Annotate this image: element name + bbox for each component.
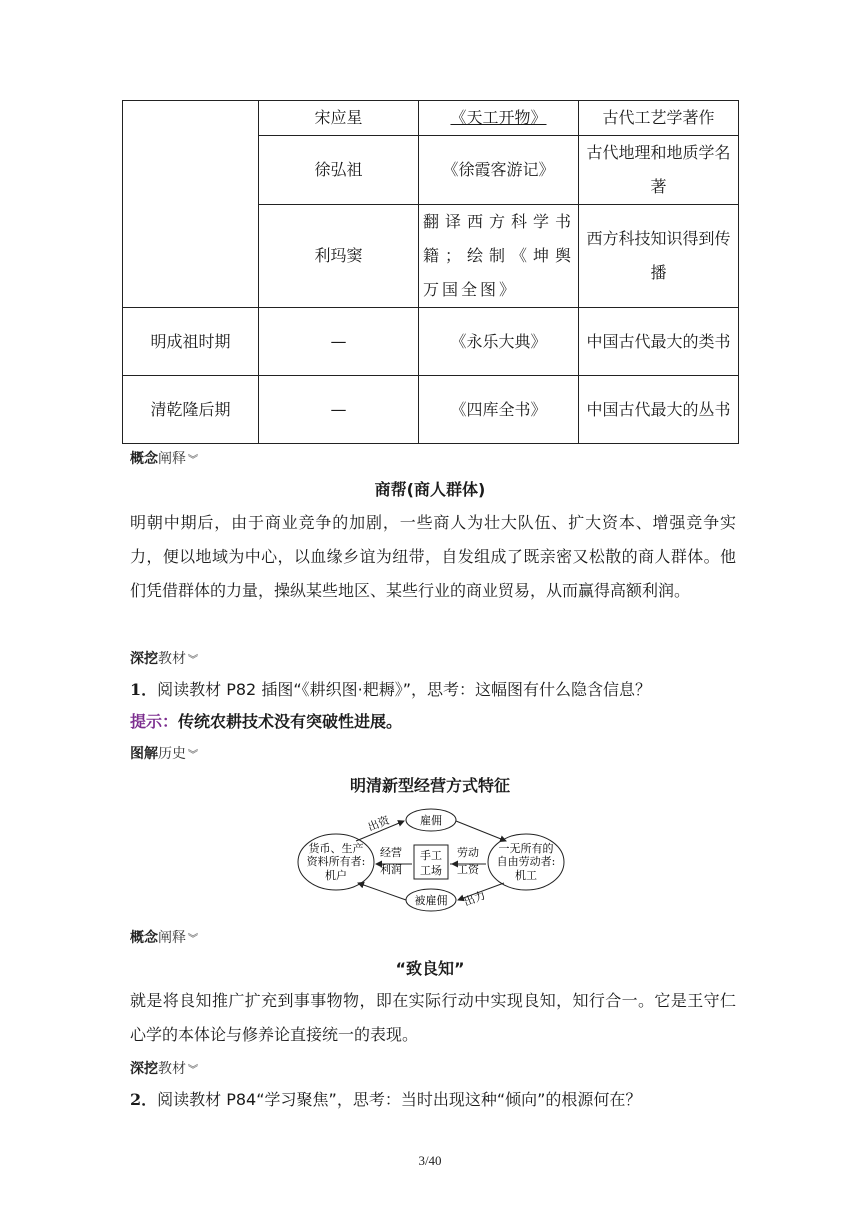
table-cell-significance: 中国古代最大的类书 xyxy=(579,308,739,376)
section-label-concept: 概念阐释 ︾ xyxy=(130,451,198,467)
arrow-hire xyxy=(456,821,506,841)
chevron-down-icon: ︾ xyxy=(188,1065,198,1076)
section-label-concept: 概念阐释 ︾ xyxy=(130,930,198,946)
hire-node-label: 雇佣 xyxy=(420,814,442,827)
invest-label: 出资 xyxy=(366,813,392,834)
question-number: 2． xyxy=(130,1090,158,1109)
table-cell-period: 明成祖时期 xyxy=(123,308,259,376)
work-title-link: 《天工开物》 xyxy=(450,108,547,127)
concept-paragraph: 明朝中期后，由于商业竞争的加剧，一些商人为壮大队伍、扩大资本、增强竞争实力，便以地域为中心，以血缘乡谊为纽带，自发组成了既亲密又松散的商人群体。他们凭借群体的力量，操纵某些地区、某些行业的商业贸易，从而赢得高额利润。 xyxy=(130,513,736,600)
table-cell-person: — xyxy=(259,308,419,376)
wage-label: 工资 xyxy=(457,863,479,876)
page-number: 3/40 xyxy=(418,1153,442,1168)
worker-node-line: 自由劳动者: xyxy=(496,855,556,868)
table-cell-work: 《四库全书》 xyxy=(419,376,579,444)
chevron-down-icon: ︾ xyxy=(188,455,198,466)
chevron-down-icon: ︾ xyxy=(188,934,198,945)
workshop-label: 工场 xyxy=(420,864,442,877)
table-cell-person: — xyxy=(259,376,419,444)
science-works-table xyxy=(122,100,739,444)
worker-node-line: 机工 xyxy=(515,869,537,882)
section-label-diagram: 图解历史 ︾ xyxy=(130,746,198,762)
hint-text: 传统农耕技术没有突破性进展。 xyxy=(178,712,403,731)
table-cell-period: 清乾隆后期 xyxy=(123,376,259,444)
table-cell-significance: 古代地理和地质学名著 xyxy=(579,136,739,205)
table-cell-period xyxy=(123,101,259,308)
worker-node-line: 一无所有的 xyxy=(498,842,554,855)
hint-label: 提示： xyxy=(130,712,179,731)
question-1 xyxy=(130,677,736,700)
table-cell-work xyxy=(419,101,579,136)
section-label-deep-dive: 深挖教材 ︾ xyxy=(130,651,198,667)
profit-label: 利润 xyxy=(380,863,402,876)
question-number: 1． xyxy=(130,680,158,699)
concept-title: “致良知” xyxy=(395,959,465,978)
table-cell-significance: 古代工艺学著作 xyxy=(579,101,739,136)
table-row xyxy=(123,376,739,444)
workshop-label: 手工 xyxy=(420,849,442,862)
table-row xyxy=(123,101,739,136)
arrow-hired xyxy=(358,883,406,900)
diagram-title: 明清新型经营方式特征 xyxy=(349,776,510,795)
table-cell-person: 利玛窦 xyxy=(259,205,419,308)
table-cell-work: 《徐霞客游记》 xyxy=(419,136,579,205)
table-cell-person: 宋应星 xyxy=(259,101,419,136)
table-cell-work: 翻译西方科学书籍；绘制《坤舆万国全图》 xyxy=(419,205,579,308)
question-text: 阅读教材 P82 插图“《耕织图·耙耨》”，思考：这幅图有什么隐含信息？ xyxy=(157,680,651,699)
table-cell-significance: 中国古代最大的丛书 xyxy=(579,376,739,444)
question-2 xyxy=(130,1087,736,1110)
hired-node-label: 被雇佣 xyxy=(414,894,448,907)
effort-label: 出力 xyxy=(462,888,488,909)
section-label-deep-dive: 深挖教材 ︾ xyxy=(130,1061,198,1077)
table-cell-significance: 西方科技知识得到传播 xyxy=(579,205,739,308)
business-mode-diagram xyxy=(296,805,566,915)
concept-title: 商帮(商人群体) xyxy=(374,480,486,499)
hint-1 xyxy=(130,709,402,732)
owner-node-line: 机户 xyxy=(325,869,347,882)
table-cell-person: 徐弘祖 xyxy=(259,136,419,205)
table-cell-work: 《永乐大典》 xyxy=(419,308,579,376)
concept-paragraph: 就是将良知推广扩充到事事物物，即在实际行动中实现良知，知行合一。它是王守仁心学的本体论与修养论直接统一的表现。 xyxy=(130,991,736,1044)
chevron-down-icon: ︾ xyxy=(188,655,198,666)
owner-node-line: 货币、生产 xyxy=(308,842,364,855)
chevron-down-icon: ︾ xyxy=(188,750,198,761)
management-label: 经营 xyxy=(380,846,402,859)
table-row xyxy=(123,308,739,376)
question-text: 阅读教材 P84“学习聚焦”，思考：当时出现这种“倾向”的根源何在？ xyxy=(157,1090,642,1109)
owner-node-line: 资料所有者: xyxy=(306,855,366,868)
labor-label: 劳动 xyxy=(457,846,479,859)
